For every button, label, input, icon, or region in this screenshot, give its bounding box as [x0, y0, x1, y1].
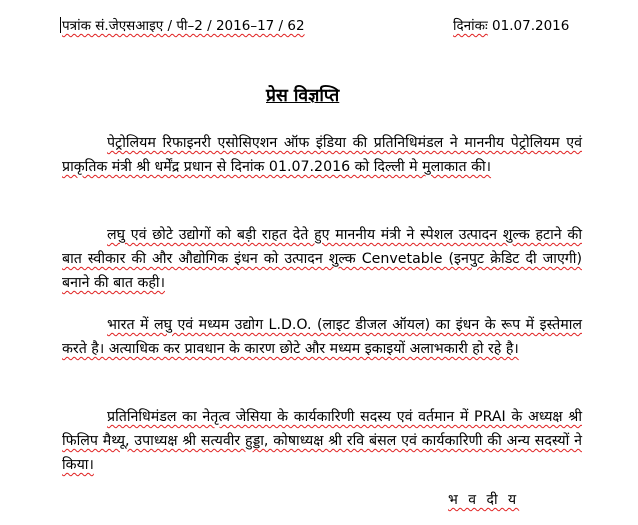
reference-number	[60, 16, 305, 34]
paragraph-ldo-usage	[62, 313, 582, 361]
paragraph-excise-relief	[62, 223, 582, 295]
paragraph-text: भारत में लघु एवं मध्यम उद्योग L.D.O. (लाइट डीजल ऑयल) का इंधन के रूप में इस्तेमाल करते है। अत्याधिक कर प्रावधान के कारण छोटे और मध्यम इकाइयों अलाभकारी हो रहे है।	[62, 317, 582, 357]
text-cursor	[60, 17, 61, 33]
paragraph-delegation-members	[62, 405, 582, 477]
date-label: दिनांकः	[453, 18, 488, 34]
paragraph-delegation-meeting	[62, 131, 582, 179]
paragraph-text: लघु एवं छोटे उद्योगों को बड़ी राहत देते हुए माननीय मंत्री ने स्पेशल उत्पादन शुल्क हटाने की बात स्वीकार की और औद्योगिक इंधन को उत्पादन शुल्क Cenvetable (इनपुट क्रेडिट दी जाएगी) बनाने की बात कही।	[62, 227, 582, 291]
page-title: प्रेस विज्ञप्ति	[266, 86, 340, 106]
paragraph-text: प्रतिनिधिमंडल का नेतृत्व जेसिया के कार्यकारिणी सदस्य एवं वर्तमान में PRAI के अध्यक्ष श्री फिलिप मैथ्यू, उपाध्यक्ष श्री सत्यवीर हुड्डा, कोषाध्यक्ष श्री रवि बंसल एवं कार्यकारिणी की अन्य सदस्यों ने किया।	[62, 409, 582, 473]
date-line	[453, 16, 569, 34]
paragraph-text: पेट्रोलियम रिफाइनरी एसोसिएशन ऑफ इंडिया की प्रतिनिधिमंडल ने माननीय पेट्रोलियम एवं प्राकृतिक मंत्री श्री धर्मेंद्र प्रधान से दिनांक 01.07.2016 को दिल्ली मे मुलाकात की।	[62, 135, 582, 175]
date-value: 01.07.2016	[492, 18, 570, 34]
signoff: भ व दी य	[448, 492, 520, 508]
reference-text: पत्रांक सं.जेएसआइए / पी–2 / 2016–17 / 62	[62, 18, 305, 34]
